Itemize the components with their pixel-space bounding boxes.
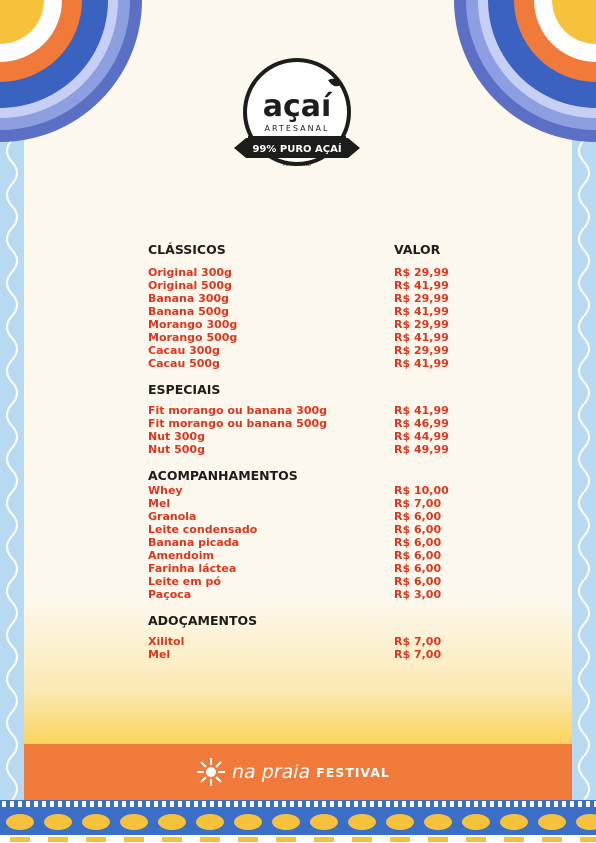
logo-small-text: PURPLE GOLD [282, 162, 312, 167]
section-title-especiais: ESPECIAIS [148, 382, 221, 397]
menu-item-row [148, 549, 448, 562]
left-wave-decoration [0, 140, 24, 800]
menu-item-name: Farinha láctea [148, 562, 237, 575]
menu-item-price: R$ 7,00 [394, 635, 442, 648]
menu-item-row [148, 266, 448, 279]
menu-item-price: R$ 6,00 [394, 523, 442, 536]
menu-item-row [148, 536, 448, 549]
menu-item-price: R$ 6,00 [394, 536, 442, 549]
menu-item-name: Cacau 300g [148, 344, 220, 357]
menu-item-row [148, 523, 448, 536]
logo-name: açaí [262, 89, 332, 124]
menu-item-name: Banana picada [148, 536, 240, 549]
menu-item-row [148, 344, 448, 357]
menu-item-price: R$ 6,00 [394, 575, 442, 588]
menu-item-price: R$ 41,99 [394, 305, 449, 318]
festival-label: FESTIVAL [316, 764, 390, 780]
menu-item-row [148, 357, 448, 370]
logo-subtitle: ARTESANAL [264, 124, 330, 133]
top-left-arc-decoration [0, 0, 145, 145]
menu-item-price: R$ 41,99 [394, 404, 449, 417]
section-title-adocamentos: ADOÇAMENTOS [148, 613, 258, 628]
menu-item-name: Mel [148, 648, 171, 661]
menu-item-name: Morango 300g [148, 318, 238, 331]
menu-item-name: Cacau 500g [148, 357, 220, 370]
menu-item-name: Whey [148, 484, 183, 497]
brand-name: na praia [232, 761, 311, 783]
especiais-list [148, 404, 448, 456]
menu-item-row [148, 510, 448, 523]
menu-item-name: Paçoca [148, 588, 192, 601]
menu-item-price: R$ 41,99 [394, 279, 449, 292]
menu-item-name: Mel [148, 497, 171, 510]
menu-item-row [148, 635, 448, 648]
menu-item-row [148, 417, 448, 430]
menu-item-row [148, 292, 448, 305]
menu-item-price: R$ 49,99 [394, 443, 449, 456]
menu-item-row [148, 279, 448, 292]
menu-item-name: Original 300g [148, 266, 232, 279]
menu-item-price: R$ 3,00 [394, 588, 442, 601]
menu-item-name: Banana 500g [148, 305, 229, 318]
menu-item-row [148, 588, 448, 601]
bottom-pattern-strip [0, 800, 596, 843]
menu-item-row [148, 305, 448, 318]
adocamentos-list [148, 635, 448, 661]
menu-item-price: R$ 29,99 [394, 266, 449, 279]
top-right-arc-decoration [451, 0, 596, 145]
menu-item-price: R$ 44,99 [394, 430, 449, 443]
menu-item-row [148, 497, 448, 510]
menu-item-price: R$ 41,99 [394, 331, 449, 344]
acompanhamentos-list [148, 484, 448, 601]
menu-item-row [148, 562, 448, 575]
menu-item-name: Nut 500g [148, 443, 205, 456]
menu-item-price: R$ 29,99 [394, 344, 449, 357]
menu-item-name: Amendoim [148, 549, 214, 562]
right-wave-decoration [572, 140, 596, 800]
menu-item-row [148, 331, 448, 344]
menu-item-row [148, 484, 448, 497]
menu-item-price: R$ 7,00 [394, 497, 442, 510]
sun-icon [196, 757, 226, 787]
menu-item-name: Original 500g [148, 279, 232, 292]
menu-item-name: Banana 300g [148, 292, 229, 305]
section-title-acompanhamentos: ACOMPANHAMENTOS [148, 468, 298, 483]
price-column-header: VALOR [394, 242, 441, 257]
menu-item-row [148, 404, 448, 417]
menu-item-row [148, 430, 448, 443]
menu-item-price: R$ 29,99 [394, 292, 449, 305]
section-title-classicos: CLÁSSICOS [148, 242, 226, 257]
acai-artesanal-logo [232, 58, 362, 176]
menu-item-row [148, 575, 448, 588]
classicos-list [148, 266, 448, 370]
menu-item-price: R$ 29,99 [394, 318, 449, 331]
menu-item-price: R$ 46,99 [394, 417, 449, 430]
menu-item-price: R$ 6,00 [394, 562, 442, 575]
menu-item-price: R$ 10,00 [394, 484, 449, 497]
festival-logo [196, 754, 390, 790]
menu-item-name: Xilitol [148, 635, 185, 648]
menu-item-row [148, 318, 448, 331]
bottom-pattern-decoration [0, 800, 596, 843]
menu-item-name: Leite condensado [148, 523, 258, 536]
menu-item-name: Fit morango ou banana 500g [148, 417, 328, 430]
menu-item-name: Morango 500g [148, 331, 238, 344]
logo-ribbon: 99% PURO AÇAÍ [252, 144, 342, 155]
menu-item-price: R$ 6,00 [394, 549, 442, 562]
menu-item-price: R$ 6,00 [394, 510, 442, 523]
menu-item-price: R$ 7,00 [394, 648, 442, 661]
menu-item-name: Granola [148, 510, 197, 523]
menu-item-name: Nut 300g [148, 430, 205, 443]
menu-item-price: R$ 41,99 [394, 357, 449, 370]
menu-header [148, 240, 448, 260]
menu-list [148, 240, 448, 661]
menu-item-name: Leite em pó [148, 575, 221, 588]
menu-item-name: Fit morango ou banana 300g [148, 404, 328, 417]
menu-item-row [148, 443, 448, 456]
menu-item-row [148, 648, 448, 661]
